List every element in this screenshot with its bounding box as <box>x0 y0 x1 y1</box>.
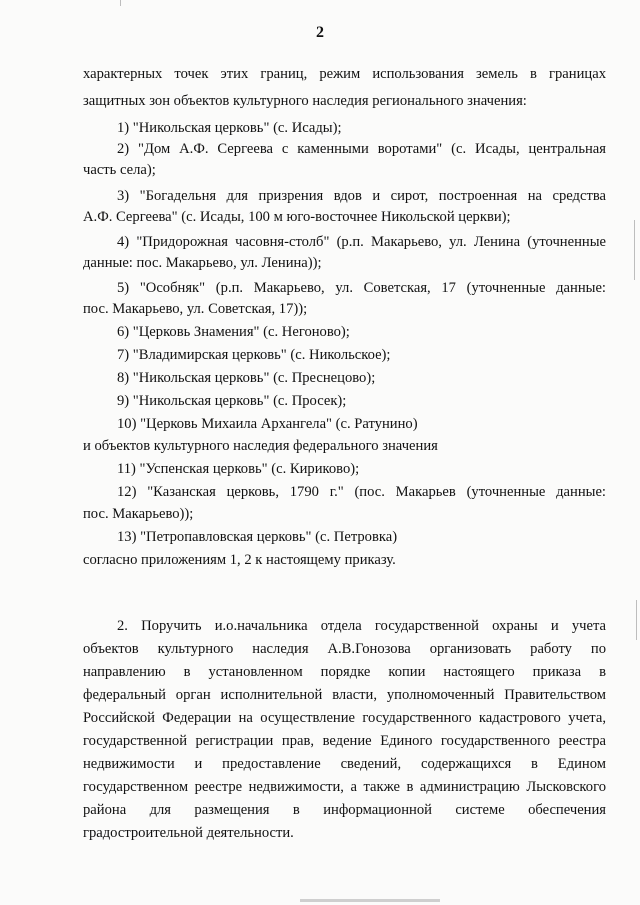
list-item: 11) "Успенская церковь" (с. Кириково); <box>117 461 360 477</box>
page-number: 2 <box>316 24 324 41</box>
paragraph-line: недвижимости и предоставление сведений, содержащихся в Едином <box>83 756 606 772</box>
paragraph-line: государственном реестре недвижимости, а также в администрацию Лысковского <box>83 779 606 795</box>
paragraph-line: объектов культурного наследия А.В.Гонозова организовать работу по <box>83 641 606 657</box>
list-item: 8) "Никольская церковь" (с. Преснецово); <box>117 370 376 386</box>
list-item: 9) "Никольская церковь" (с. Просек); <box>117 393 347 409</box>
paragraph-line: направлению в установленном порядке копии настоящего приказа в <box>83 664 606 680</box>
paragraph-line: федеральный орган исполнительной власти, уполномоченный Правительством <box>83 687 606 703</box>
text-line: часть села); <box>83 162 156 178</box>
scan-artifact <box>634 220 635 280</box>
text-line: согласно приложениям 1, 2 к настоящему приказу. <box>83 552 396 568</box>
paragraph-line: района для размещения в информационной системе обеспечения <box>83 802 606 818</box>
paragraph-line: государственной регистрации прав, ведение Единого государственного реестра <box>83 733 606 749</box>
paragraph-line: 2. Поручить и.о.начальника отдела государственной охраны и учета <box>117 618 606 634</box>
text-line: и объектов культурного наследия федерального значения <box>83 438 438 454</box>
list-item: 4) "Придорожная часовня-столб" (р.п. Макарьево, ул. Ленина (уточненные <box>117 234 606 250</box>
text-line: характерных точек этих границ, режим использования земель в границах <box>83 66 606 82</box>
paragraph-line: Российской Федерации на осуществление государственного кадастрового учета, <box>83 710 606 726</box>
list-item: 3) "Богадельня для призрения вдов и сирот, построенная на средства <box>117 188 606 204</box>
text-line: данные: пос. Макарьево, ул. Ленина)); <box>83 255 322 271</box>
list-item: 1) "Никольская церковь" (с. Исады); <box>117 120 342 136</box>
list-item: 7) "Владимирская церковь" (с. Никольское); <box>117 347 391 363</box>
list-item: 12) "Казанская церковь, 1790 г." (пос. Макарьев (уточненные данные: <box>117 484 606 500</box>
text-line: пос. Макарьево)); <box>83 506 194 522</box>
list-item: 13) "Петропавловская церковь" (с. Петровка) <box>117 529 398 545</box>
list-item: 6) "Церковь Знамения" (с. Негоново); <box>117 324 350 340</box>
paragraph-line: градостроительной деятельности. <box>83 825 294 841</box>
list-item: 5) "Особняк" (р.п. Макарьево, ул. Советская, 17 (уточненные данные: <box>117 280 606 296</box>
scan-artifact <box>636 600 637 640</box>
list-item: 2) "Дом А.Ф. Сергеева с каменными воротами" (с. Исады, центральная <box>117 141 606 157</box>
text-line: пос. Макарьево, ул. Советская, 17)); <box>83 301 308 317</box>
scan-artifact <box>120 0 121 6</box>
scan-artifact <box>300 899 440 902</box>
text-line: А.Ф. Сергеева" (с. Исады, 100 м юго-восточнее Никольской церкви); <box>83 209 511 225</box>
list-item: 10) "Церковь Михаила Архангела" (с. Ратунино) <box>117 416 418 432</box>
text-line: защитных зон объектов культурного наследия регионального значения: <box>83 93 527 109</box>
